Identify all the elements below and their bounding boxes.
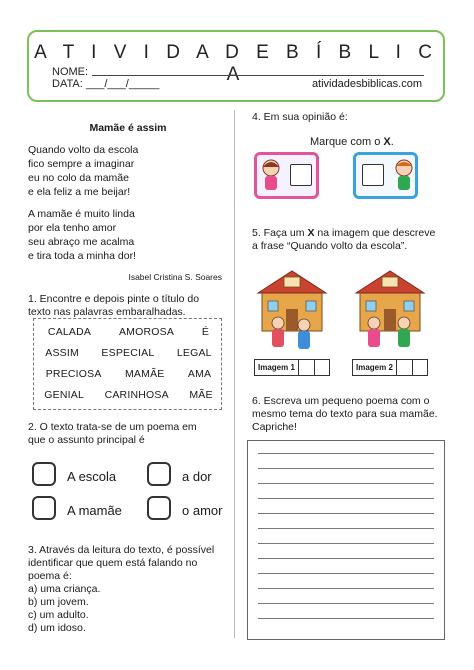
site-url: atividadesbiblicas.com xyxy=(311,78,422,90)
question-5-text: a frase “Quando volto da escola”. xyxy=(252,240,408,252)
word-item[interactable]: CARINHOSA xyxy=(104,389,169,401)
question-5-text xyxy=(252,226,435,240)
question-4-text: 4. Em sua opinião é: xyxy=(252,111,348,123)
word-item[interactable]: CALADA xyxy=(47,326,92,338)
word-item[interactable]: MAMÃE xyxy=(124,368,165,380)
date-field[interactable]: ___/___/_____ xyxy=(86,78,160,90)
school-image-1 xyxy=(254,265,330,357)
header-box xyxy=(27,30,445,102)
q5-x: X xyxy=(307,227,315,239)
word-item[interactable]: MÃE xyxy=(189,389,213,401)
girl-illustration xyxy=(259,157,283,197)
question-4-instruction xyxy=(310,136,394,148)
option-label: A mamãe xyxy=(67,503,122,518)
school-image-2 xyxy=(352,265,428,357)
writing-line xyxy=(258,483,434,484)
question-3-text: 3. Através da leitura do texto, é possível xyxy=(28,544,215,556)
instruction-prefix: Marque com o xyxy=(310,136,381,148)
image-1-extra-cell[interactable] xyxy=(315,360,329,375)
poem-writing-area[interactable] xyxy=(247,440,445,640)
writing-line xyxy=(258,528,434,529)
image-2-answer-cell[interactable] xyxy=(397,360,413,375)
poem-line: por ela tenho amor xyxy=(28,222,117,234)
checkbox-a-mamae[interactable] xyxy=(32,496,56,520)
girl-card xyxy=(254,152,319,199)
question-6-text: mesmo tema do texto para sua mamãe. xyxy=(252,408,438,420)
option-label: A escola xyxy=(67,469,117,484)
image-2-label-box xyxy=(352,359,428,376)
writing-line xyxy=(258,513,434,514)
page-title: A T I V I D A D E B Í B L I C A xyxy=(34,42,438,85)
answer-box-boy[interactable] xyxy=(362,164,384,186)
word-item[interactable]: PRECIOSA xyxy=(45,368,102,380)
image-1-label: Imagem 1 xyxy=(255,360,299,375)
poem-line: A mamãe é muito linda xyxy=(28,208,135,220)
question-2-text: 2. O texto trata-se de um poema em xyxy=(28,421,197,433)
writing-line xyxy=(258,543,434,544)
name-label: NOME: xyxy=(52,66,89,78)
writing-line xyxy=(258,453,434,454)
writing-line xyxy=(258,618,434,619)
question-6-text: Capriche! xyxy=(252,421,297,433)
question-1-text: texto nas palavras embaralhadas. xyxy=(28,306,186,318)
writing-line xyxy=(258,498,434,499)
instruction-suffix: . xyxy=(390,136,394,148)
checkbox-o-amor[interactable] xyxy=(147,496,171,520)
word-row xyxy=(34,326,223,338)
word-item[interactable]: É xyxy=(201,326,210,338)
boy-illustration xyxy=(392,157,416,197)
question-2-text: que o assunto principal é xyxy=(28,434,145,446)
answer-option[interactable]: a) uma criança. xyxy=(28,583,101,595)
poem-title: Mamãe é assim xyxy=(89,122,167,134)
answer-option[interactable]: d) um idoso. xyxy=(28,622,86,634)
image-2-label: Imagem 2 xyxy=(353,360,397,375)
poem-line: seu abraço me acalma xyxy=(28,236,135,248)
option-label: o amor xyxy=(182,503,223,518)
image-2-extra-cell[interactable] xyxy=(413,360,427,375)
answer-box-girl[interactable] xyxy=(290,164,312,186)
question-3-text: identificar que quem está falando no xyxy=(28,557,198,569)
word-item[interactable]: ASSIM xyxy=(45,347,79,359)
checkbox-a-dor[interactable] xyxy=(147,462,171,486)
word-item[interactable]: AMOROSA xyxy=(118,326,175,338)
writing-line xyxy=(258,558,434,559)
word-row xyxy=(34,368,223,380)
column-divider xyxy=(234,110,235,638)
writing-line xyxy=(258,468,434,469)
word-item[interactable]: ESPECIAL xyxy=(101,347,155,359)
word-item[interactable]: GENIAL xyxy=(44,389,84,401)
poem-line: e ela feliz a me beijar! xyxy=(28,186,131,198)
poem-line: e tira toda a minha dor! xyxy=(28,250,136,262)
poem-line: fico sempre a imaginar xyxy=(28,158,135,170)
image-1-label-box xyxy=(254,359,330,376)
answer-option[interactable]: c) um adulto. xyxy=(28,609,89,621)
boy-card xyxy=(353,152,418,199)
word-search-box xyxy=(33,318,222,410)
poem-line: eu no colo da mamãe xyxy=(28,172,129,184)
writing-line xyxy=(258,603,434,604)
word-row xyxy=(34,389,223,401)
answer-option[interactable]: b) um jovem. xyxy=(28,596,89,608)
option-label: a dor xyxy=(182,469,212,484)
poem-line: Quando volto da escola xyxy=(28,144,139,156)
word-item[interactable]: LEGAL xyxy=(176,347,212,359)
word-row xyxy=(34,347,223,359)
writing-line xyxy=(258,588,434,589)
question-6-text: 6. Escreva um pequeno poema com o xyxy=(252,395,430,407)
name-field[interactable] xyxy=(92,75,424,76)
q5-suffix: na imagem que descreve xyxy=(317,227,436,239)
instruction-x: X xyxy=(383,136,391,148)
image-1-answer-cell[interactable] xyxy=(299,360,315,375)
question-1-text: 1. Encontre e depois pinte o título do xyxy=(28,293,200,305)
q5-prefix: 5. Faça um xyxy=(252,227,305,239)
writing-line xyxy=(258,573,434,574)
date-label: DATA: xyxy=(52,78,83,90)
poem-author: Isabel Cristina S. Soares xyxy=(128,272,222,282)
question-3-text: poema é: xyxy=(28,570,72,582)
word-item[interactable]: AMA xyxy=(187,368,212,380)
checkbox-a-escola[interactable] xyxy=(32,462,56,486)
